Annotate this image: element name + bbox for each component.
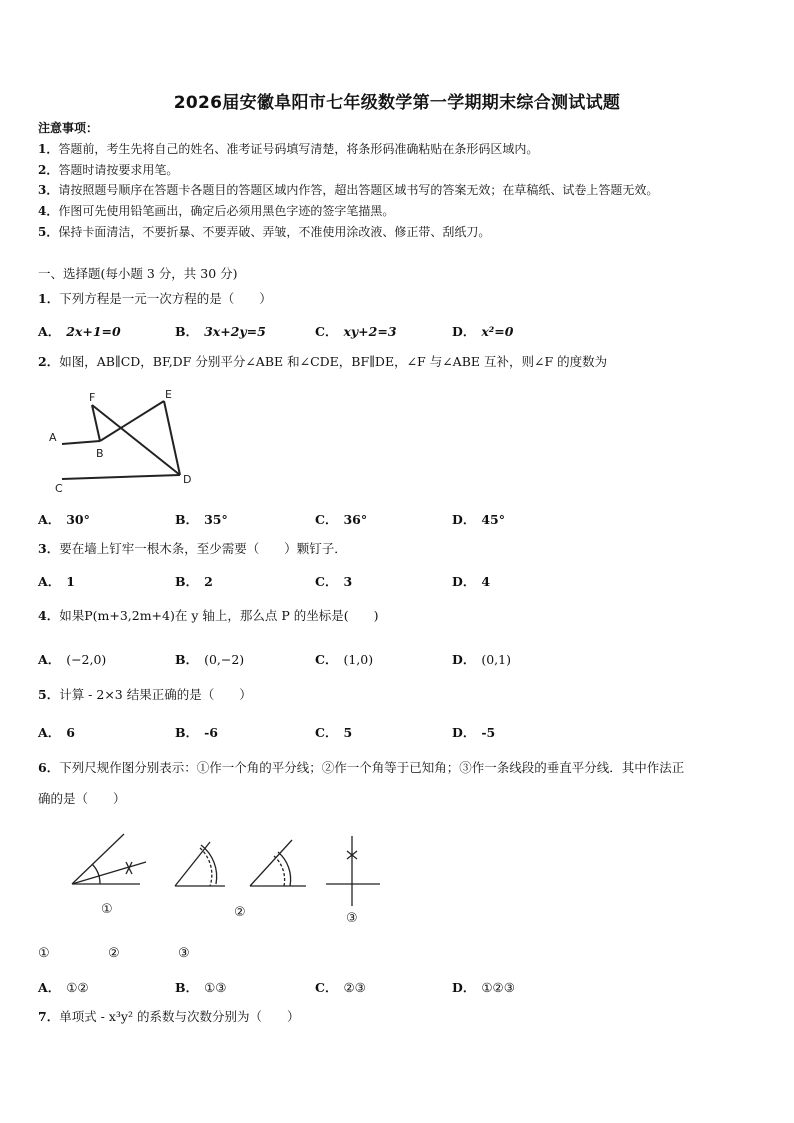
option-c[interactable]: C． 3 (315, 574, 353, 589)
question-1: 1．下列方程是一元一次方程的是（ ） (38, 291, 272, 306)
notice-item: 5．保持卡面清洁，不要折暴、不要弄破、弄皱，不准使用涂改液、修正带、刮纸刀。 (38, 225, 491, 239)
option-a[interactable]: A． 6 (38, 725, 75, 740)
options-q6 (38, 978, 758, 996)
option-c[interactable]: C． 5 (315, 725, 353, 740)
legend-mark-1: ① (38, 946, 50, 961)
fig2-mark: ② (234, 905, 246, 920)
label-a: A (49, 431, 57, 444)
option-b[interactable]: B． (0,−2) (175, 652, 245, 667)
label-e: E (165, 388, 172, 401)
section-heading: 一、选择题(每小题 3 分，共 30 分) (38, 266, 238, 281)
notice-item: 2．答题时请按要求用笔。 (38, 163, 179, 177)
options-q2 (38, 510, 758, 528)
fig3-mark: ③ (346, 911, 358, 923)
parallel-lines-figure (40, 382, 210, 497)
options-q1 (38, 322, 758, 340)
option-d[interactable]: D． (0,1) (452, 652, 511, 667)
option-a[interactable]: A． 2x+1=0 (38, 324, 121, 339)
label-b: B (96, 447, 104, 460)
options-q3 (38, 572, 758, 590)
fig3-upper-ray (250, 840, 292, 886)
fig1-mark: ① (101, 902, 113, 917)
question-5: 5．计算 - 2×3 结果正确的是（ ） (38, 687, 252, 702)
fig3-arc (274, 856, 285, 886)
option-d[interactable]: D． x²=0 (452, 324, 514, 339)
option-a[interactable]: A． 1 (38, 574, 75, 589)
option-b[interactable]: B． -6 (175, 725, 218, 740)
option-d[interactable]: D． 45° (452, 512, 505, 527)
segment-cd (62, 475, 180, 479)
option-c[interactable]: C． xy+2=3 (315, 324, 397, 339)
page-title: 2026届安徽阜阳市七年级数学第一学期期末综合测试试题 (173, 93, 621, 113)
notice-item: 1．答题前，考生先将自己的姓名、准考证号码填写清楚，将条形码准确粘贴在条形码区域内。 (38, 142, 539, 156)
label-f: F (89, 391, 96, 404)
question-6-cont: 确的是（ ） (38, 791, 126, 806)
option-d[interactable]: D． 4 (452, 574, 491, 589)
option-a[interactable]: A． 30° (38, 512, 90, 527)
fig1-arc (92, 864, 100, 884)
question-6: 6．下列尺规作图分别表示：①作一个角的平分线；②作一个角等于已知角；③作一条线段的垂直平分线．其中作法正 (38, 760, 685, 775)
option-c[interactable]: C． (1,0) (315, 652, 374, 667)
segment-ab (62, 441, 100, 444)
legend-mark-3: ③ (178, 946, 190, 961)
question-2: 2．如图，AB∥CD，BF,DF 分别平分∠ABE 和∠CDE，BF∥DE，∠F 与∠ABE 互补，则∠F 的度数为 (38, 354, 608, 369)
option-b[interactable]: B． 3x+2y=5 (175, 324, 266, 339)
option-b[interactable]: B． ①③ (175, 980, 227, 995)
option-a[interactable]: A． ①② (38, 980, 89, 995)
option-c[interactable]: C． 36° (315, 512, 368, 527)
segment-be (100, 401, 164, 441)
notice-item: 3．请按照题号顺序在答题卡各题目的答题区域内作答，超出答题区域书写的答案无效；在草稿纸、试卷上答题无效。 (38, 183, 659, 197)
compass-constructions-figure (60, 828, 380, 923)
notice-item: 4．作图可先使用铅笔画出，确定后必须用黑色字迹的签字笔描黑。 (38, 204, 395, 218)
question-7: 7．单项式 - x³y² 的系数与次数分别为（ ） (38, 1009, 300, 1024)
options-q5 (38, 723, 758, 741)
option-d[interactable]: D． ①②③ (452, 980, 515, 995)
legend-mark-2: ② (108, 946, 120, 961)
notice-heading: 注意事项： (38, 121, 99, 135)
option-d[interactable]: D． -5 (452, 725, 496, 740)
option-a[interactable]: A． (−2,0) (38, 652, 107, 667)
label-c: C (55, 482, 63, 495)
label-d: D (183, 473, 192, 486)
option-b[interactable]: B． 35° (175, 512, 228, 527)
question-4: 4．如果P(m+3,2m+4)在 y 轴上，那么点 P 的坐标是( ) (38, 608, 379, 623)
option-b[interactable]: B． 2 (175, 574, 213, 589)
question-3: 3．要在墙上钉牢一根木条，至少需要（ ）颗钉子． (38, 541, 347, 556)
option-c[interactable]: C． ②③ (315, 980, 366, 995)
options-q4 (38, 650, 758, 668)
